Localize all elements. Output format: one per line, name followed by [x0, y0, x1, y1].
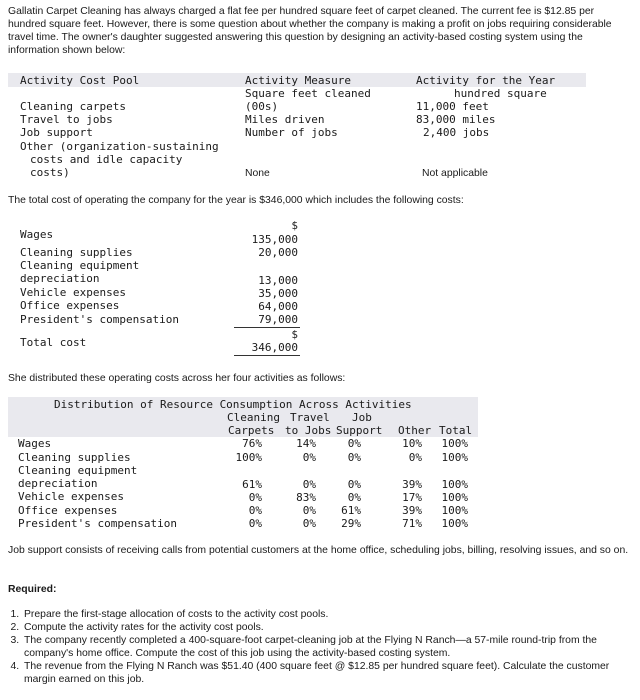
- dist-supplies-total: 100%: [441, 451, 468, 464]
- dist-label-equipment-1: Cleaning equipment: [18, 464, 138, 477]
- dist-office-job: 61%: [341, 504, 361, 517]
- pool-job-support: Job support: [20, 126, 93, 139]
- cost-value-president: 79,000: [258, 313, 298, 326]
- col-head-total: Total: [439, 424, 473, 437]
- col-head-support: Support: [336, 424, 383, 437]
- dist-wages-other: 10%: [402, 437, 422, 450]
- cost-label-equipment-2: depreciation: [20, 272, 100, 285]
- other-measure: None: [245, 168, 270, 179]
- dist-office-other: 39%: [402, 504, 422, 517]
- col-head-cleaning: Cleaning: [227, 411, 280, 424]
- cost-total-label: Total cost: [20, 336, 87, 349]
- pool-other-line3: costs): [30, 166, 70, 179]
- cost-value-wages: 135,000: [251, 233, 298, 246]
- dist-president-job: 29%: [341, 517, 361, 530]
- cost-label-vehicle: Vehicle expenses: [20, 286, 126, 299]
- col-head-to-jobs: to Jobs: [285, 424, 332, 437]
- cost-label-equipment-1: Cleaning equipment: [20, 259, 140, 272]
- dist-label-supplies: Cleaning supplies: [18, 451, 131, 464]
- dist-equipment-job: 0%: [347, 478, 361, 491]
- distribution-intro: She distributed these operating costs across her four activities as follows:: [8, 373, 346, 384]
- distribution-title: Distribution of Resource Consumption Across Activities: [54, 398, 412, 411]
- cost-total-value: 346,000: [251, 341, 298, 354]
- dist-supplies-job: 0%: [347, 451, 361, 464]
- dist-office-total: 100%: [441, 504, 468, 517]
- pool-other-line2: costs and idle capacity: [30, 153, 183, 166]
- dist-label-wages: Wages: [18, 437, 52, 450]
- travel-measure: Miles driven: [245, 113, 325, 126]
- dist-equipment-other: 39%: [402, 478, 422, 491]
- costs-dollar-sign: $: [291, 219, 298, 232]
- col-head-carpets: Carpets: [228, 424, 275, 437]
- dist-supplies-travel: 0%: [302, 451, 316, 464]
- col-head-travel: Travel: [290, 411, 330, 424]
- dist-wages-cleaning: 76%: [242, 437, 262, 450]
- dist-label-office: Office expenses: [18, 504, 118, 517]
- dist-president-other: 71%: [402, 517, 422, 530]
- required-item: 2. Compute the activity rates for the activity cost pools.: [22, 621, 630, 634]
- job-support-year: 2,400 jobs: [423, 126, 490, 139]
- dist-wages-job: 0%: [347, 437, 361, 450]
- job-support-note: Job support consists of receiving calls from potential customers at the home office, scheduling jobs, billing, resolving issues, and so on.: [8, 545, 629, 556]
- dist-president-cleaning: 0%: [248, 517, 262, 530]
- total-cost-sentence: The total cost of operating the company for the year is $346,000 which includes the following costs:: [8, 195, 464, 206]
- cost-label-president: President's compensation: [20, 313, 179, 326]
- cost-label-wages: Wages: [20, 228, 54, 241]
- activity-pool-header: Activity Cost Pool: [20, 74, 140, 87]
- dist-label-president: President's compensation: [18, 517, 177, 530]
- intro-paragraph: Gallatin Carpet Cleaning has always charged a flat fee per hundred square feet of carpet cleaned. The current fee is $12.85 per hundred square feet. However, there is some question about whether the company is making a profit on jobs requiring considerable travel time. The owner's daughter suggested answering this question by designing an activity-based costing system using the information shown below:: [8, 6, 612, 56]
- cost-label-supplies: Cleaning supplies: [20, 246, 133, 259]
- dist-office-cleaning: 0%: [248, 504, 262, 517]
- dist-label-vehicle: Vehicle expenses: [18, 490, 124, 503]
- col-head-job: Job: [352, 411, 372, 424]
- required-heading: Required:: [8, 584, 57, 595]
- dist-label-equipment-2: depreciation: [18, 477, 98, 490]
- cost-value-office: 64,000: [258, 300, 298, 313]
- cleaning-measure-line2: (00s): [245, 100, 279, 113]
- dist-supplies-cleaning: 100%: [235, 451, 262, 464]
- dist-wages-total: 100%: [441, 437, 468, 450]
- pool-travel: Travel to jobs: [20, 113, 113, 126]
- dist-vehicle-other: 17%: [402, 491, 422, 504]
- required-list: [8, 608, 630, 686]
- cleaning-measure-line1: Square feet cleaned: [245, 87, 371, 100]
- dist-vehicle-total: 100%: [441, 491, 468, 504]
- dist-equipment-total: 100%: [441, 478, 468, 491]
- col-head-other: Other: [398, 424, 432, 437]
- job-support-measure: Number of jobs: [245, 126, 338, 139]
- cleaning-year-line2: 11,000 feet: [416, 100, 489, 113]
- dist-vehicle-job: 0%: [347, 491, 361, 504]
- dist-office-travel: 0%: [302, 504, 316, 517]
- dist-vehicle-travel: 83%: [296, 491, 316, 504]
- required-item: 3. The company recently completed a 400-square-foot carpet-cleaning job at the Flying N Ranch—a 57-mile round-trip from the company's home office. Compute the cost of this job using the activity-based costing system.: [22, 634, 630, 660]
- cost-value-supplies: 20,000: [258, 246, 298, 259]
- other-year: Not applicable: [422, 168, 488, 179]
- dist-wages-travel: 14%: [296, 437, 316, 450]
- required-item: 4. The revenue from the Flying N Ranch was $51.40 (400 square feet @ $12.85 per hundred square feet). Calculate the customer margin earned on this job.: [22, 660, 630, 686]
- cost-value-equipment: 13,000: [258, 274, 298, 287]
- required-item: 1. Prepare the first-stage allocation of costs to the activity cost pools.: [22, 608, 630, 621]
- dist-equipment-travel: 0%: [302, 478, 316, 491]
- cost-value-vehicle: 35,000: [258, 287, 298, 300]
- activity-year-header: Activity for the Year: [416, 74, 556, 87]
- pool-cleaning-carpets: Cleaning carpets: [20, 100, 126, 113]
- dist-supplies-other: 0%: [408, 451, 422, 464]
- cleaning-year-line1: hundred square: [454, 87, 547, 100]
- cost-label-office: Office expenses: [20, 299, 120, 312]
- pool-other-line1: Other (organization-sustaining: [20, 140, 219, 153]
- activity-measure-header: Activity Measure: [245, 74, 351, 87]
- dist-equipment-cleaning: 61%: [242, 478, 262, 491]
- dist-president-total: 100%: [441, 517, 468, 530]
- costs-total-dollar-sign: $: [291, 328, 298, 341]
- travel-year: 83,000 miles: [416, 113, 496, 126]
- costs-total-double-rule-1: [234, 355, 300, 356]
- dist-president-travel: 0%: [302, 517, 316, 530]
- dist-vehicle-cleaning: 0%: [248, 491, 262, 504]
